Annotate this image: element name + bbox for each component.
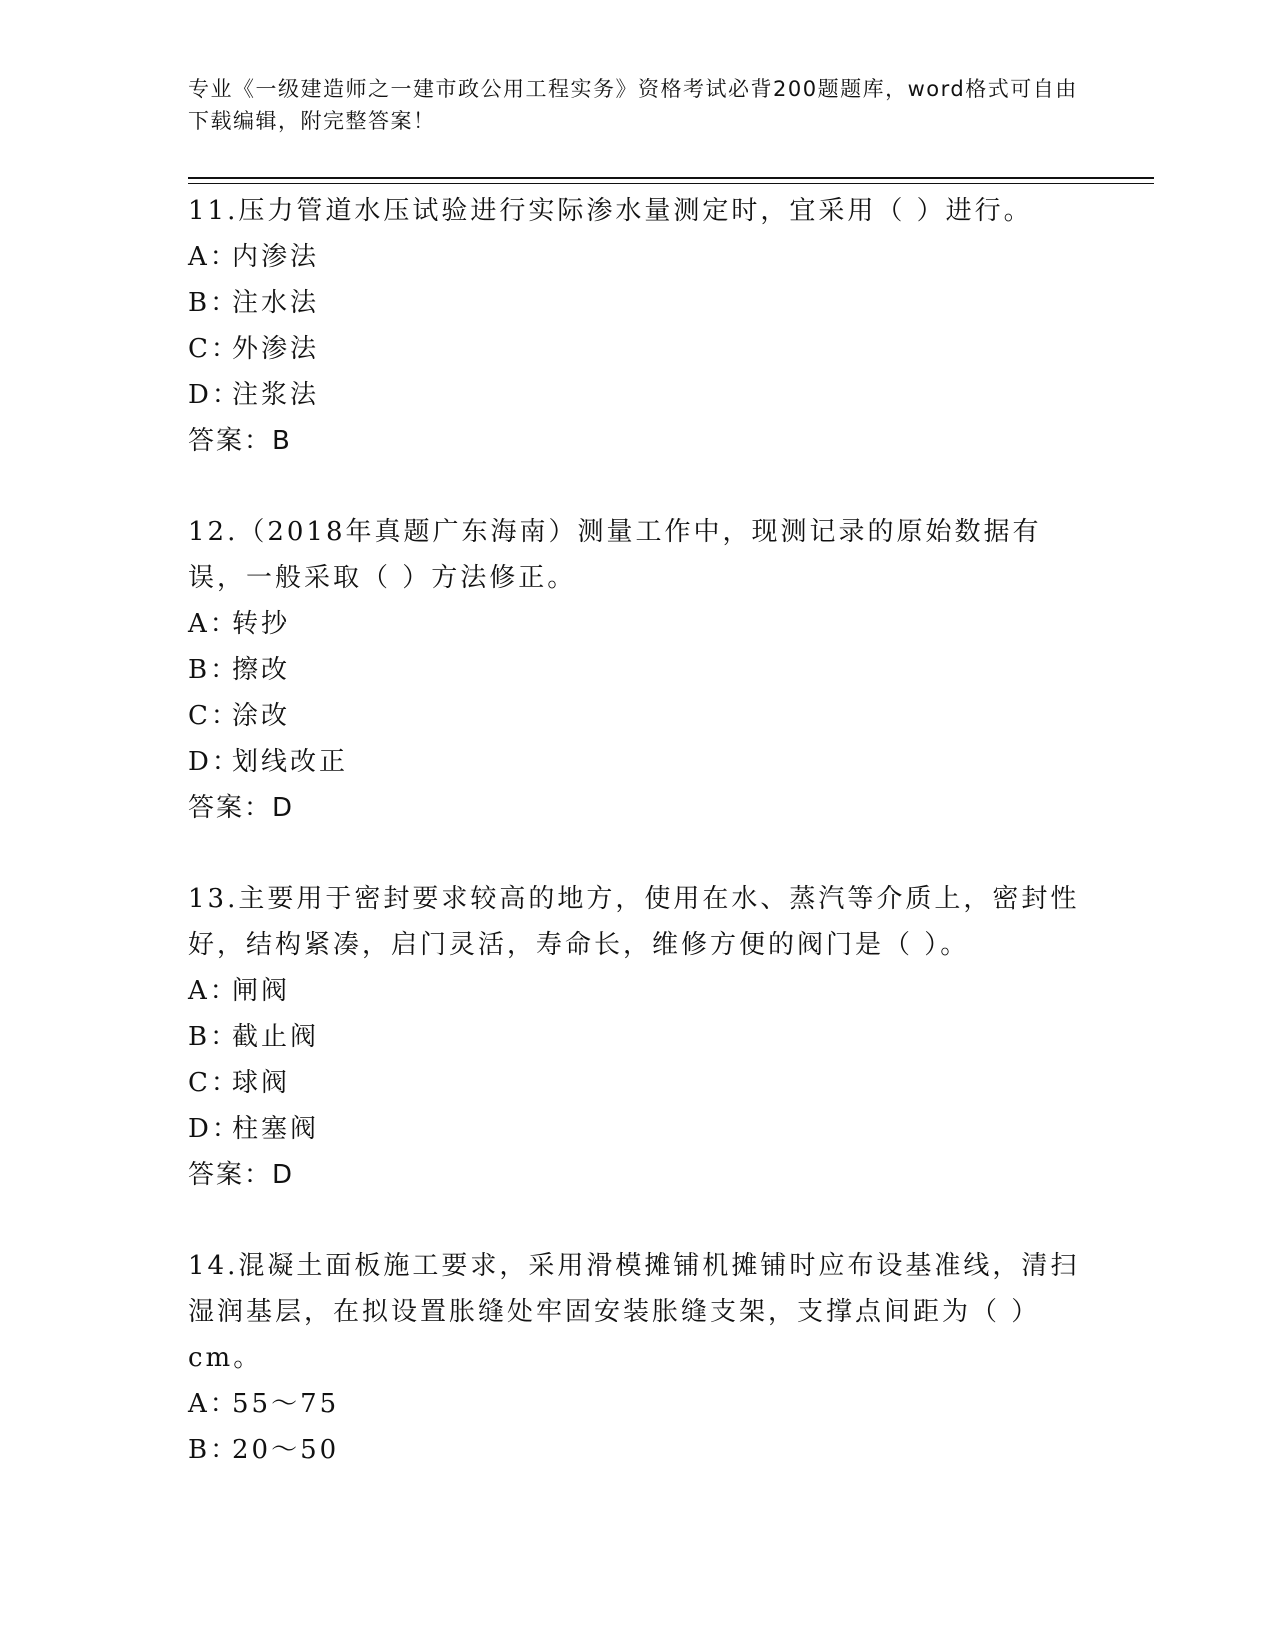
document-header: 专业《一级建造师之一建市政公用工程实务》资格考试必背200题题库，word格式可自由下载编辑，附完整答案！ [188,77,1078,133]
option-text: 注水法 [232,288,320,318]
option-text: 闸阀 [232,976,291,1006]
option-letter: C： [188,334,240,364]
option-c [188,693,1088,739]
option-letter: A： [188,1389,239,1419]
option-text: 划线改正 [232,747,349,777]
option-a [188,968,1088,1014]
option-text: 内渗法 [232,242,320,272]
option-text: 转抄 [232,609,291,639]
option-letter: B： [188,1435,240,1465]
option-c [188,326,1088,372]
option-letter: A： [188,976,239,1006]
option-letter: C： [188,1068,240,1098]
question-item-12 [188,509,1088,831]
option-letter: A： [188,242,239,272]
header-divider-thick [188,177,1154,179]
option-a [188,1381,1088,1427]
option-letter: D： [188,380,241,410]
option-letter: B： [188,288,240,318]
option-letter: D： [188,1114,241,1144]
option-letter: D： [188,747,241,777]
option-d [188,372,1088,418]
option-d [188,1106,1088,1152]
question-item-13 [188,876,1088,1198]
question-stem: 14.混凝土面板施工要求，采用滑模摊铺机摊铺时应布设基准线，清扫湿润基层，在拟设置胀缝处牢固安装胀缝支架，支撑点间距为（ ）cm。 [188,1251,1080,1373]
answer-line: 答案：D [188,1160,295,1190]
option-a [188,234,1088,280]
option-letter: C： [188,701,240,731]
question-stem: 11.压力管道水压试验进行实际渗水量测定时，宜采用（ ）进行。 [188,196,1033,226]
option-text: 20～50 [232,1435,340,1465]
option-a [188,601,1088,647]
question-item-11 [188,188,1088,464]
option-letter: B： [188,655,240,685]
question-stem: 12.（2018年真题广东海南）测量工作中，现测记录的原始数据有误，一般采取（ ）方法修正。 [188,517,1042,593]
option-b [188,1427,1088,1473]
header-divider-thin [188,183,1154,184]
option-text: 截止阀 [232,1022,320,1052]
option-text: 球阀 [232,1068,291,1098]
option-letter: B： [188,1022,240,1052]
option-text: 涂改 [232,701,291,731]
question-item-14 [188,1243,1088,1473]
option-d [188,739,1088,785]
answer-line: 答案：B [188,426,292,456]
option-letter: A： [188,609,239,639]
option-b [188,280,1088,326]
option-text: 擦改 [232,655,291,685]
option-b [188,647,1088,693]
option-text: 柱塞阀 [232,1114,320,1144]
question-stem: 13.主要用于密封要求较高的地方，使用在水、蒸汽等介质上，密封性好，结构紧凑，启门灵活，寿命长，维修方便的阀门是（ ）。 [188,884,1080,960]
answer-line: 答案：D [188,793,295,823]
option-text: 55～75 [232,1389,340,1419]
option-c [188,1060,1088,1106]
option-text: 外渗法 [232,334,320,364]
question-list [188,188,1088,1518]
option-text: 注浆法 [232,380,320,410]
option-b [188,1014,1088,1060]
